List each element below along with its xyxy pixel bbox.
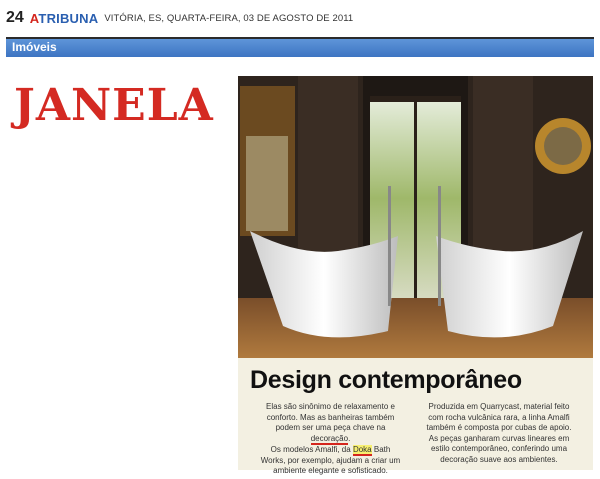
brand-a: A (29, 10, 39, 26)
newspaper-logo (30, 11, 99, 26)
left-paragraph-1 (258, 402, 403, 444)
article-right-column (424, 402, 574, 466)
left-p1-end: . (348, 433, 351, 443)
article-left-column (258, 402, 403, 478)
dateline: VITÓRIA, ES, QUARTA-FEIRA, 03 DE AGOSTO DE 2011 (104, 12, 354, 24)
left-p2b: Bath Works, por exemplo, ajudam a criar um ambiente elegante e sofisticado. (260, 445, 401, 475)
masthead (6, 6, 594, 30)
article-box (238, 358, 593, 475)
section-bar (6, 37, 594, 57)
bathtubs-illustration (238, 76, 593, 358)
brand-highlight: Doka (352, 445, 372, 454)
left-p2a: Os modelos Amalfi, da (270, 445, 351, 454)
decoracao-marked: decoração (310, 433, 349, 443)
left-p1-text: Elas são sinônimo de relaxamento e conforto. Mas as banheiras também podem ser uma peça chave na (266, 402, 395, 432)
page-headline: JANELA (14, 80, 214, 131)
brand-rest: TRIBUNA (38, 10, 99, 26)
bathroom-photo (238, 76, 593, 358)
article-title: Design contemporâneo (250, 366, 522, 394)
page-number: 24 (6, 9, 24, 26)
left-paragraph-2 (258, 445, 403, 477)
right-paragraph-1: Produzida em Quarrycast, material feito com rocha vulcânica rara, a linha Amalfi também é composta por cubas de apoio. As peças ganharam curvas lineares em estilo contemporâneo, conferindo uma decoração suave aos ambientes. (426, 402, 572, 464)
section-label: Imóveis (12, 40, 57, 54)
